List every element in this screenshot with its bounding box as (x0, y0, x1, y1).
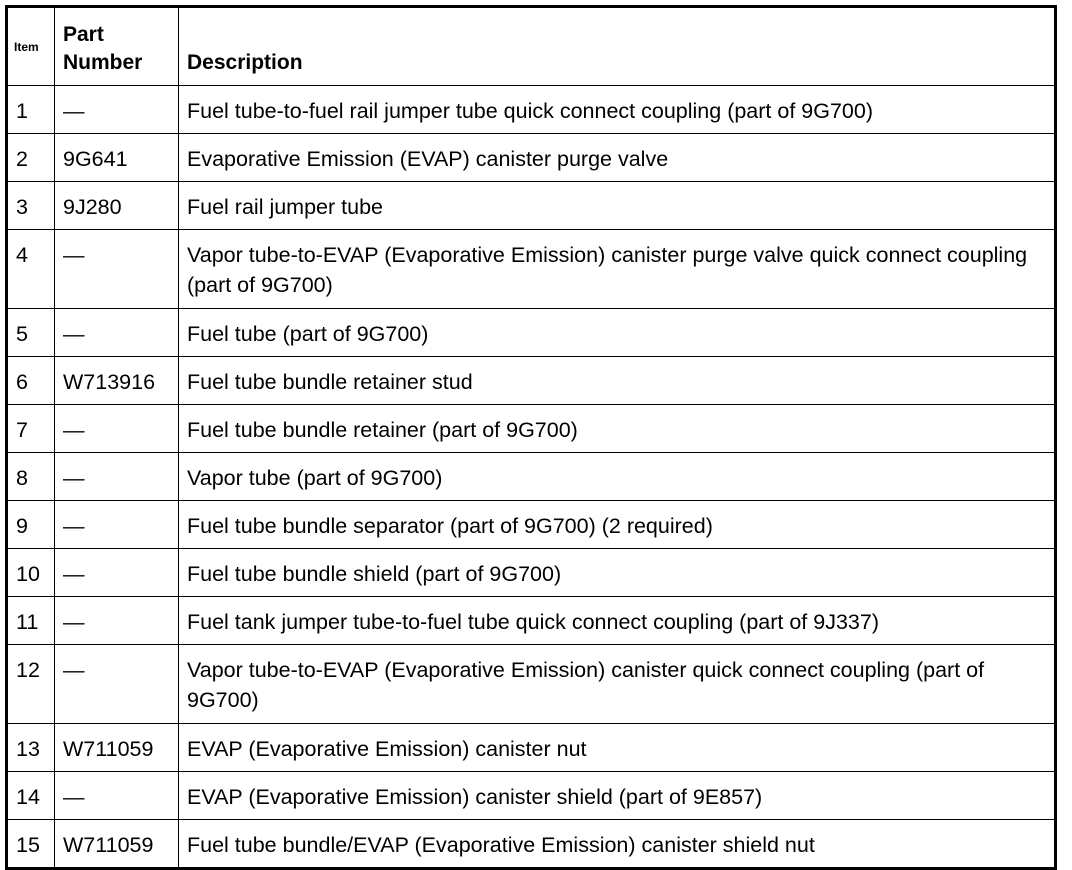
cell-item: 8 (7, 453, 55, 501)
cell-description: EVAP (Evaporative Emission) canister shield (part of 9E857) (179, 772, 1056, 820)
cell-part-number: — (55, 230, 179, 309)
cell-description: Vapor tube-to-EVAP (Evaporative Emission) canister quick connect coupling (part of 9G700) (179, 645, 1056, 724)
cell-item: 2 (7, 134, 55, 182)
cell-part-number: — (55, 549, 179, 597)
cell-description: Fuel tube bundle retainer (part of 9G700) (179, 405, 1056, 453)
cell-description: EVAP (Evaporative Emission) canister nut (179, 724, 1056, 772)
cell-part-number: W711059 (55, 724, 179, 772)
cell-part-number: — (55, 501, 179, 549)
header-item: Item (7, 7, 55, 86)
table-row (7, 820, 1056, 869)
cell-description: Fuel tube bundle shield (part of 9G700) (179, 549, 1056, 597)
table-row (7, 453, 1056, 501)
cell-part-number: — (55, 597, 179, 645)
cell-part-number: 9G641 (55, 134, 179, 182)
cell-description: Fuel tube bundle separator (part of 9G700) (2 required) (179, 501, 1056, 549)
table-row (7, 230, 1056, 309)
cell-part-number: — (55, 309, 179, 357)
table-row (7, 86, 1056, 134)
cell-description: Fuel tube bundle/EVAP (Evaporative Emission) canister shield nut (179, 820, 1056, 869)
table-row (7, 357, 1056, 405)
table-row (7, 645, 1056, 724)
table-row (7, 182, 1056, 230)
cell-description: Vapor tube (part of 9G700) (179, 453, 1056, 501)
cell-item: 5 (7, 309, 55, 357)
table-row (7, 549, 1056, 597)
table-row (7, 309, 1056, 357)
header-row (7, 7, 1056, 86)
table-row (7, 772, 1056, 820)
parts-table (5, 5, 1057, 870)
cell-part-number: W713916 (55, 357, 179, 405)
header-part-number-line1: Part (63, 23, 104, 46)
cell-item: 10 (7, 549, 55, 597)
cell-part-number: 9J280 (55, 182, 179, 230)
cell-part-number: — (55, 772, 179, 820)
cell-part-number: — (55, 86, 179, 134)
table-row (7, 405, 1056, 453)
header-part-number-line2: Number (63, 51, 143, 74)
cell-item: 3 (7, 182, 55, 230)
cell-description: Evaporative Emission (EVAP) canister purge valve (179, 134, 1056, 182)
cell-description: Vapor tube-to-EVAP (Evaporative Emission) canister purge valve quick connect coupling (part of 9G700) (179, 230, 1056, 309)
cell-item: 6 (7, 357, 55, 405)
cell-item: 14 (7, 772, 55, 820)
cell-description: Fuel tank jumper tube-to-fuel tube quick connect coupling (part of 9J337) (179, 597, 1056, 645)
cell-item: 11 (7, 597, 55, 645)
table-row (7, 597, 1056, 645)
table-row (7, 724, 1056, 772)
cell-item: 9 (7, 501, 55, 549)
cell-part-number: — (55, 645, 179, 724)
header-part-number (55, 7, 179, 86)
table-row (7, 501, 1056, 549)
cell-item: 15 (7, 820, 55, 869)
cell-description: Fuel rail jumper tube (179, 182, 1056, 230)
cell-description: Fuel tube bundle retainer stud (179, 357, 1056, 405)
table-row (7, 134, 1056, 182)
cell-description: Fuel tube-to-fuel rail jumper tube quick connect coupling (part of 9G700) (179, 86, 1056, 134)
cell-part-number: — (55, 405, 179, 453)
cell-item: 12 (7, 645, 55, 724)
cell-item: 1 (7, 86, 55, 134)
cell-item: 13 (7, 724, 55, 772)
header-description: Description (179, 7, 1056, 86)
cell-part-number: — (55, 453, 179, 501)
cell-part-number: W711059 (55, 820, 179, 869)
cell-item: 4 (7, 230, 55, 309)
cell-description: Fuel tube (part of 9G700) (179, 309, 1056, 357)
cell-item: 7 (7, 405, 55, 453)
